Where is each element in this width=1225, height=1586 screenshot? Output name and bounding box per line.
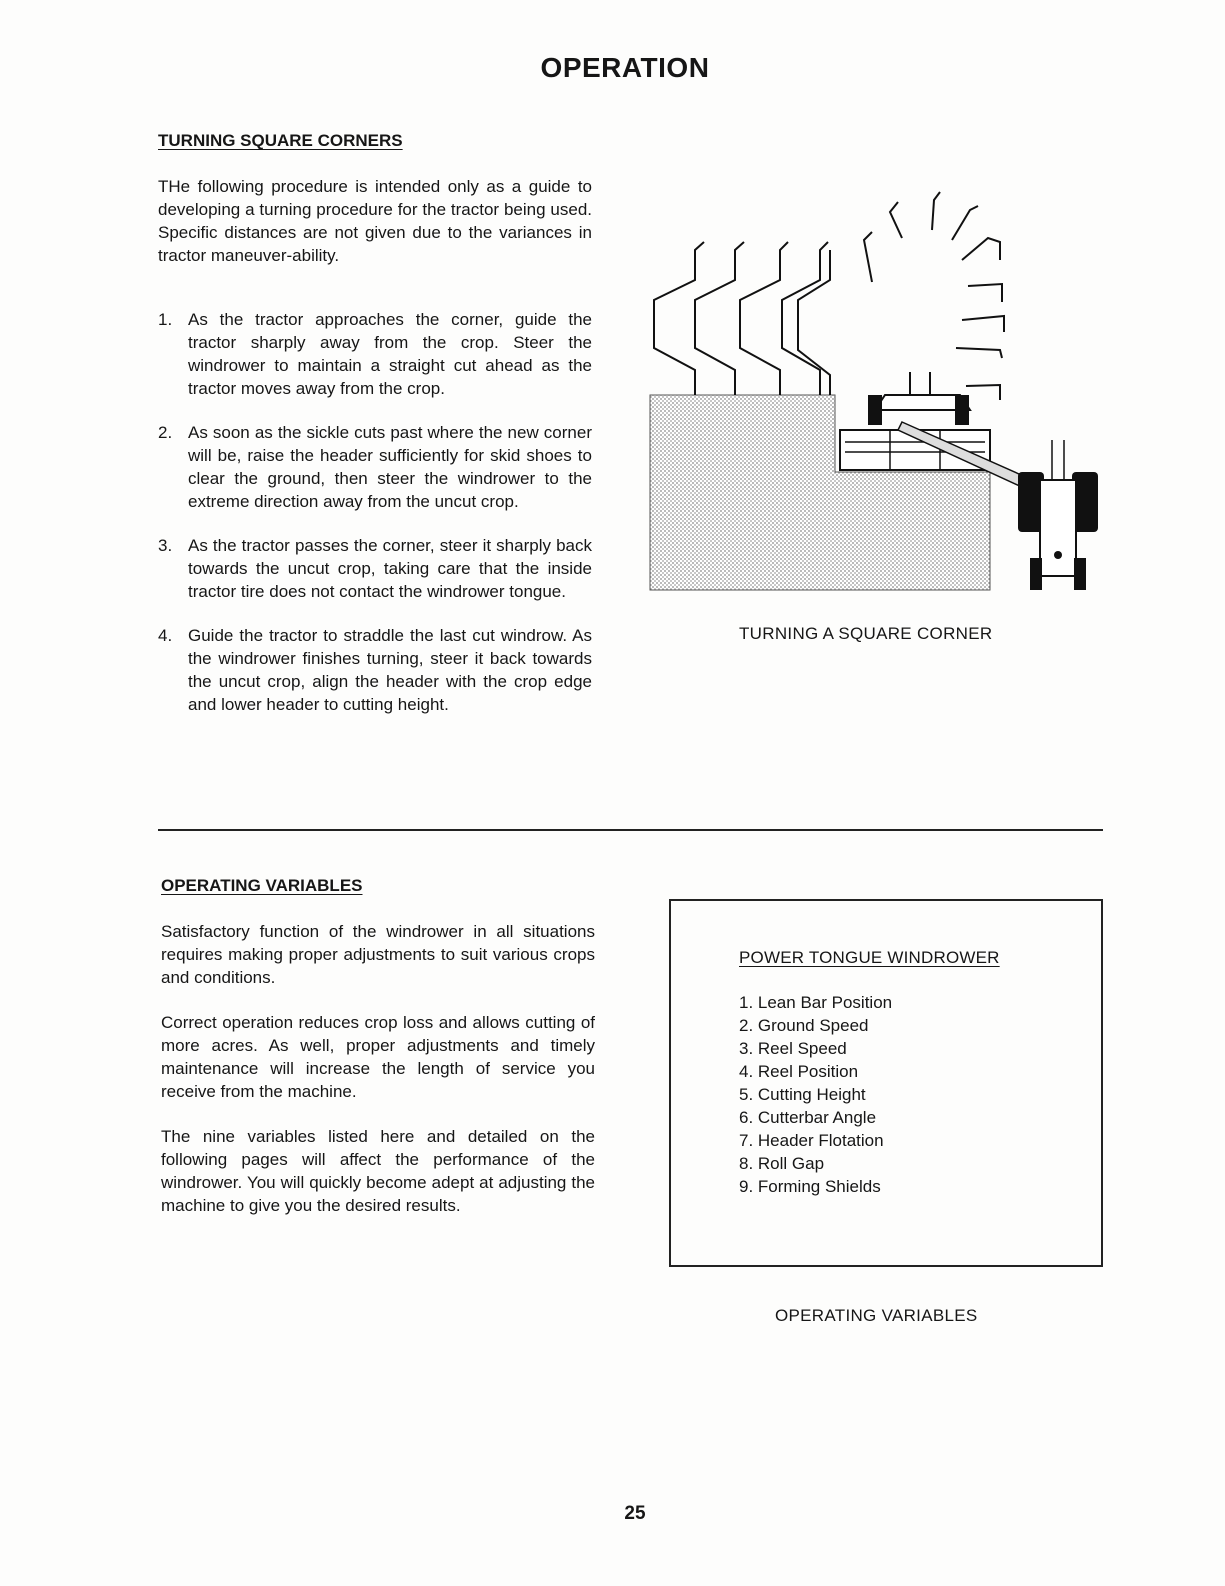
list-item: 8. Roll Gap — [739, 1154, 825, 1173]
variables-paragraph-3: The nine variables listed here and detailed on the following pages will affect the performance of the windrower. You will quickly become adept at adjusting the machine to give you the desired results. — [161, 1127, 595, 1215]
intro-paragraph: THe following procedure is intended only as a guide to developing a turning procedure for the tractor being used. Specific distances are not given due to the variances in tractor maneuver-ability. — [158, 177, 592, 265]
list-item — [158, 421, 592, 513]
variables-list — [739, 991, 892, 1198]
list-item: 2. Ground Speed — [739, 1016, 869, 1035]
turning-corner-illustration — [640, 190, 1110, 610]
list-item: 1. Lean Bar Position — [739, 993, 893, 1012]
step-number: 3. — [158, 536, 173, 555]
step-text: As the tractor passes the corner, steer it sharply back towards the uncut crop, taking care that the inside tractor tire does not contact the windrower tongue. — [188, 536, 592, 601]
uncut-crop-area — [650, 395, 990, 590]
list-item: 4. Reel Position — [739, 1062, 859, 1081]
list-item: 7. Header Flotation — [739, 1131, 884, 1150]
step-number: 2. — [158, 423, 173, 442]
section-divider — [158, 829, 1103, 831]
box-caption: OPERATING VARIABLES — [775, 1306, 978, 1325]
section-heading-turning-square-corners: TURNING SQUARE CORNERS — [158, 131, 403, 150]
step-number: 1. — [158, 310, 173, 329]
windrow-path-marks — [654, 192, 1004, 400]
list-item — [158, 534, 592, 603]
section-heading-operating-variables: OPERATING VARIABLES — [161, 876, 363, 895]
step-text: As the tractor approaches the corner, guide the tractor sharply away from the crop. Steer the windrower to maintain a straight cut ahead as the tractor moves away from the crop. — [188, 310, 592, 398]
page-number: 25 — [624, 1503, 646, 1524]
tractor — [1018, 440, 1098, 590]
list-item: 6. Cutterbar Angle — [739, 1108, 877, 1127]
step-number: 4. — [158, 626, 173, 645]
variables-paragraph-2: Correct operation reduces crop loss and allows cutting of more acres. As well, proper adjustments and timely maintenance will increase the length of service you receive from the machine. — [161, 1013, 595, 1101]
step-text: Guide the tractor to straddle the last cut windrow. As the windrower finishes turning, steer it back towards the uncut crop, align the header with the crop edge and lower header to cutting height. — [188, 626, 592, 714]
list-item — [158, 308, 592, 400]
variables-paragraph-1: Satisfactory function of the windrower in all situations requires making proper adjustments to suit various crops and conditions. — [161, 922, 595, 987]
operating-variables-box — [669, 899, 1103, 1267]
list-item: 5. Cutting Height — [739, 1085, 866, 1104]
list-item: 9. Forming Shields — [739, 1177, 881, 1196]
step-text: As soon as the sickle cuts past where the new corner will be, raise the header sufficiently for skid shoes to clear the ground, then steer the windrower to the extreme direction away from the uncut crop. — [188, 423, 592, 511]
figure-caption: TURNING A SQUARE CORNER — [739, 624, 993, 643]
list-item: 3. Reel Speed — [739, 1039, 847, 1058]
page-title: OPERATION — [540, 52, 710, 83]
list-item — [158, 624, 592, 716]
box-title: POWER TONGUE WINDROWER — [739, 948, 1000, 967]
turning-steps-list — [158, 308, 592, 716]
